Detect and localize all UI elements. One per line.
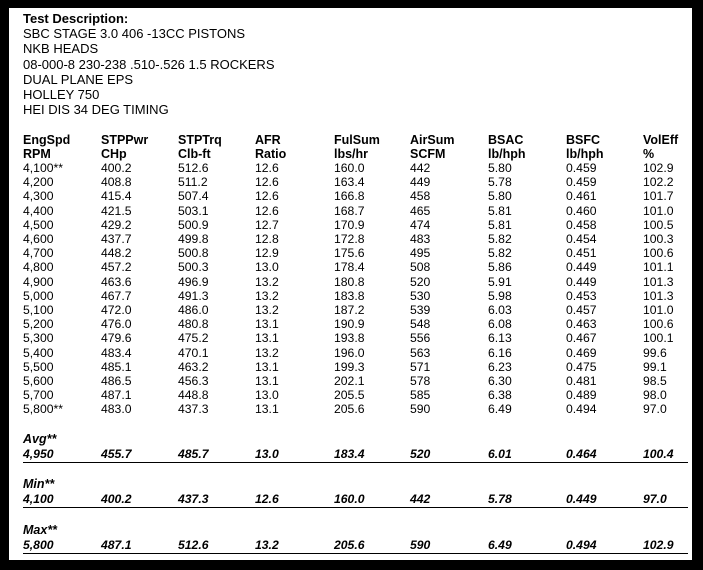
table-cell: 0.459	[566, 175, 597, 190]
table-row	[23, 260, 688, 274]
table-row	[23, 388, 688, 402]
dyno-sheet	[9, 8, 692, 560]
table-cell: 5.81	[488, 217, 512, 232]
summary-cell: 100.4	[643, 447, 674, 461]
table-row	[23, 303, 688, 317]
summary-cell: 437.3	[178, 492, 209, 506]
table-cell: 437.3	[178, 402, 209, 417]
summary-cell: 13.2	[255, 538, 279, 552]
table-cell: 0.449	[566, 274, 597, 289]
table-cell: 556	[410, 331, 431, 346]
table-cell: 5,600	[23, 374, 54, 389]
summary-divider	[23, 462, 688, 463]
table-cell: 0.457	[566, 303, 597, 318]
summary-cell: 512.6	[178, 538, 209, 552]
table-cell: 483	[410, 232, 431, 247]
summary-row	[23, 538, 688, 552]
column-header: SCFM	[410, 147, 446, 161]
column-header: STPTrq	[178, 133, 222, 147]
table-cell: 508	[410, 260, 431, 275]
table-cell: 6.23	[488, 359, 512, 374]
table-cell: 100.6	[643, 246, 674, 261]
column-header: EngSpd	[23, 133, 71, 147]
table-cell: 437.7	[101, 232, 132, 247]
table-cell: 205.6	[334, 402, 365, 417]
table-cell: 12.9	[255, 246, 279, 261]
table-cell: 12.6	[255, 175, 279, 190]
table-row	[23, 289, 688, 303]
test-description	[23, 11, 275, 117]
table-cell: 0.489	[566, 388, 597, 403]
header-row	[23, 147, 688, 161]
summary-cell: 485.7	[178, 447, 209, 461]
table-cell: 0.458	[566, 217, 597, 232]
table-cell: 491.3	[178, 288, 209, 303]
table-cell: 6.38	[488, 388, 512, 403]
table-cell: 448.8	[178, 388, 209, 403]
table-cell: 5,300	[23, 331, 54, 346]
table-cell: 187.2	[334, 303, 365, 318]
table-row	[23, 204, 688, 218]
summary-row	[23, 492, 688, 506]
table-row	[23, 218, 688, 232]
table-row	[23, 175, 688, 189]
table-cell: 12.6	[255, 189, 279, 204]
table-cell: 100.3	[643, 232, 674, 247]
table-cell: 421.5	[101, 203, 132, 218]
table-cell: 0.463	[566, 317, 597, 332]
table-cell: 13.1	[255, 359, 279, 374]
table-cell: 5.98	[488, 288, 512, 303]
summary-avg	[23, 432, 688, 463]
table-cell: 0.469	[566, 345, 597, 360]
table-cell: 456.3	[178, 374, 209, 389]
table-cell: 507.4	[178, 189, 209, 204]
table-cell: 5,500	[23, 359, 54, 374]
table-cell: 4,300	[23, 189, 54, 204]
summary-cell: 5,800	[23, 538, 54, 552]
table-cell: 5.86	[488, 260, 512, 275]
table-cell: 170.9	[334, 217, 365, 232]
table-cell: 0.475	[566, 359, 597, 374]
column-header: VolEff	[643, 133, 679, 147]
table-cell: 13.2	[255, 288, 279, 303]
table-cell: 202.1	[334, 374, 365, 389]
table-cell: 486.5	[101, 374, 132, 389]
table-cell: 479.6	[101, 331, 132, 346]
description-line: HEI DIS 34 DEG TIMING	[23, 102, 169, 118]
column-header: STPPwr	[101, 133, 149, 147]
table-row	[23, 402, 688, 416]
summary-cell: 0.494	[566, 538, 597, 552]
table-cell: 470.1	[178, 345, 209, 360]
column-header: lbs/hr	[334, 147, 369, 161]
summary-cell: 0.449	[566, 492, 597, 506]
description-line: NKB HEADS	[23, 41, 99, 57]
table-cell: 448.2	[101, 246, 132, 261]
table-cell: 458	[410, 189, 431, 204]
table-cell: 4,200	[23, 175, 54, 190]
summary-cell: 4,100	[23, 492, 54, 506]
table-cell: 499.8	[178, 232, 209, 247]
table-cell: 13.1	[255, 374, 279, 389]
dyno-results-table	[23, 133, 688, 417]
table-cell: 6.49	[488, 402, 512, 417]
table-cell: 4,100**	[23, 161, 63, 175]
table-row	[23, 232, 688, 246]
table-cell: 97.0	[643, 402, 667, 417]
table-row	[23, 189, 688, 203]
table-cell: 13.2	[255, 274, 279, 289]
table-cell: 539	[410, 303, 431, 318]
table-cell: 101.1	[643, 260, 674, 275]
column-header: Clb-ft	[178, 147, 211, 161]
table-cell: 5,000	[23, 288, 54, 303]
table-cell: 6.13	[488, 331, 512, 346]
summary-label: Min**	[23, 477, 55, 491]
column-header: CHp	[101, 147, 127, 161]
table-cell: 408.8	[101, 175, 132, 190]
table-cell: 0.459	[566, 161, 597, 175]
description-line: 08-000-8 230-238 .510-.526 1.5 ROCKERS	[23, 56, 275, 72]
table-cell: 5.81	[488, 203, 512, 218]
table-cell: 13.0	[255, 388, 279, 403]
table-cell: 442	[410, 161, 431, 175]
table-cell: 571	[410, 359, 431, 374]
header-row	[23, 133, 688, 147]
summary-cell: 442	[410, 492, 431, 506]
table-cell: 13.1	[255, 317, 279, 332]
summary-cell: 487.1	[101, 538, 132, 552]
table-cell: 5,100	[23, 303, 54, 318]
table-cell: 101.3	[643, 274, 674, 289]
table-cell: 160.0	[334, 161, 365, 175]
table-cell: 475.2	[178, 331, 209, 346]
table-cell: 5,400	[23, 345, 54, 360]
table-cell: 6.08	[488, 317, 512, 332]
table-cell: 511.2	[178, 175, 208, 190]
summary-max	[23, 523, 688, 554]
table-cell: 6.30	[488, 374, 512, 389]
table-cell: 0.467	[566, 331, 597, 346]
table-row	[23, 246, 688, 260]
table-cell: 98.5	[643, 374, 667, 389]
table-cell: 465	[410, 203, 431, 218]
column-header: BSFC	[566, 133, 601, 147]
summary-cell: 12.6	[255, 492, 279, 506]
table-cell: 4,600	[23, 232, 54, 247]
table-cell: 205.5	[334, 388, 365, 403]
summary-cell: 102.9	[643, 538, 674, 552]
table-cell: 163.4	[334, 175, 365, 190]
description-line: SBC STAGE 3.0 406 -13CC PISTONS	[23, 26, 246, 42]
summary-min	[23, 477, 688, 508]
summary-cell: 205.6	[334, 538, 365, 552]
table-cell: 480.8	[178, 317, 209, 332]
description-line: DUAL PLANE EPS	[23, 71, 134, 87]
table-cell: 13.2	[255, 345, 279, 360]
table-cell: 463.6	[101, 274, 132, 289]
table-cell: 190.9	[334, 317, 365, 332]
table-cell: 101.0	[643, 303, 674, 318]
table-cell: 5.82	[488, 232, 512, 247]
table-cell: 530	[410, 288, 431, 303]
table-cell: 5.82	[488, 246, 512, 261]
summary-cell: 183.4	[334, 447, 365, 461]
table-cell: 0.460	[566, 203, 597, 218]
table-cell: 483.0	[101, 402, 132, 417]
table-cell: 12.8	[255, 232, 279, 247]
table-cell: 487.1	[101, 388, 132, 403]
summary-cell: 400.2	[101, 492, 132, 506]
table-cell: 500.3	[178, 260, 209, 275]
table-cell: 166.8	[334, 189, 365, 204]
summary-cell: 0.464	[566, 447, 597, 461]
table-row	[23, 346, 688, 360]
table-cell: 5,800**	[23, 402, 63, 417]
summary-cell: 160.0	[334, 492, 365, 506]
summary-cell: 6.01	[488, 447, 512, 461]
table-cell: 199.3	[334, 359, 365, 374]
summary-cell: 6.49	[488, 538, 512, 552]
table-cell: 4,800	[23, 260, 54, 275]
description-lines	[23, 26, 275, 117]
table-cell: 13.0	[255, 260, 279, 275]
table-cell: 0.449	[566, 260, 597, 275]
table-cell: 500.9	[178, 217, 209, 232]
table-cell: 457.2	[101, 260, 132, 275]
table-cell: 0.481	[566, 374, 597, 389]
table-cell: 175.6	[334, 246, 365, 261]
column-header: AFR	[255, 133, 281, 147]
table-cell: 102.9	[643, 161, 674, 175]
table-cell: 100.6	[643, 317, 674, 332]
table-cell: 578	[410, 374, 431, 389]
column-header: FulSum	[334, 133, 380, 147]
summary-cell: 5.78	[488, 492, 512, 506]
table-cell: 0.494	[566, 402, 597, 417]
table-cell: 99.6	[643, 345, 667, 360]
table-cell: 500.8	[178, 246, 209, 261]
table-cell: 590	[410, 402, 431, 417]
column-header: lb/hph	[566, 147, 604, 161]
summary-cell: 97.0	[643, 492, 667, 506]
table-cell: 5.80	[488, 161, 512, 175]
table-cell: 415.4	[101, 189, 132, 204]
summary-label: Max**	[23, 523, 58, 537]
table-cell: 196.0	[334, 345, 365, 360]
table-row	[23, 331, 688, 345]
column-header: AirSum	[410, 133, 455, 147]
summary-cell: 455.7	[101, 447, 132, 461]
table-cell: 520	[410, 274, 431, 289]
table-cell: 585	[410, 388, 431, 403]
table-cell: 474	[410, 217, 431, 232]
column-header: RPM	[23, 147, 51, 161]
column-header: lb/hph	[488, 147, 526, 161]
table-cell: 483.4	[101, 345, 132, 360]
table-cell: 548	[410, 317, 431, 332]
table-cell: 5.80	[488, 189, 512, 204]
table-cell: 4,400	[23, 203, 54, 218]
table-cell: 486.0	[178, 303, 209, 318]
table-body	[23, 161, 688, 417]
summary-label: Avg**	[23, 432, 57, 446]
table-cell: 12.6	[255, 161, 279, 175]
table-cell: 0.461	[566, 189, 597, 204]
summary-cell: 4,950	[23, 447, 54, 461]
table-cell: 100.1	[643, 331, 674, 346]
column-header: Ratio	[255, 147, 287, 161]
summary-divider	[23, 507, 688, 508]
table-cell: 99.1	[643, 359, 667, 374]
table-cell: 472.0	[101, 303, 132, 318]
table-cell: 172.8	[334, 232, 365, 247]
table-cell: 102.2	[643, 175, 674, 190]
table-cell: 183.8	[334, 288, 365, 303]
table-cell: 5,700	[23, 388, 54, 403]
column-header: BSAC	[488, 133, 524, 147]
table-cell: 6.03	[488, 303, 512, 318]
table-cell: 4,500	[23, 217, 54, 232]
summary-cell: 13.0	[255, 447, 279, 461]
table-row	[23, 360, 688, 374]
summary-divider	[23, 553, 688, 554]
table-header	[23, 133, 688, 161]
table-row	[23, 275, 688, 289]
table-cell: 463.2	[178, 359, 209, 374]
summary-cell: 590	[410, 538, 431, 552]
table-cell: 449	[410, 175, 431, 190]
column-header: %	[643, 147, 655, 161]
description-title: Test Description:	[23, 11, 129, 26]
table-cell: 563	[410, 345, 431, 360]
table-cell: 193.8	[334, 331, 365, 346]
table-cell: 5.91	[488, 274, 512, 289]
table-cell: 485.1	[101, 359, 132, 374]
table-cell: 168.7	[334, 203, 365, 218]
table-cell: 0.451	[566, 246, 597, 261]
table-cell: 400.2	[101, 161, 132, 175]
table-cell: 13.2	[255, 303, 279, 318]
table-cell: 100.5	[643, 217, 674, 232]
table-cell: 5.78	[488, 175, 512, 190]
table-row	[23, 374, 688, 388]
table-cell: 6.16	[488, 345, 512, 360]
table-cell: 0.454	[566, 232, 597, 247]
table-cell: 98.0	[643, 388, 667, 403]
table-cell: 101.3	[643, 288, 674, 303]
table-cell: 13.1	[255, 402, 279, 417]
table-row	[23, 317, 688, 331]
table-cell: 476.0	[101, 317, 132, 332]
table-cell: 12.7	[255, 217, 279, 232]
table-cell: 101.7	[643, 189, 674, 204]
table-cell: 101.0	[643, 203, 674, 218]
table-cell: 495	[410, 246, 431, 261]
table-cell: 4,700	[23, 246, 54, 261]
table-cell: 12.6	[255, 203, 279, 218]
description-line: HOLLEY 750	[23, 87, 100, 103]
table-cell: 180.8	[334, 274, 365, 289]
table-cell: 13.1	[255, 331, 279, 346]
summary-cell: 520	[410, 447, 431, 461]
table-cell: 496.9	[178, 274, 209, 289]
summary-row	[23, 447, 688, 461]
table-cell: 467.7	[101, 288, 132, 303]
table-cell: 512.6	[178, 161, 209, 175]
table-cell: 4,900	[23, 274, 54, 289]
table-cell: 0.453	[566, 288, 597, 303]
table-cell: 5,200	[23, 317, 54, 332]
table-row	[23, 161, 688, 175]
table-cell: 503.1	[178, 203, 209, 218]
table-cell: 178.4	[334, 260, 365, 275]
table-cell: 429.2	[101, 217, 132, 232]
